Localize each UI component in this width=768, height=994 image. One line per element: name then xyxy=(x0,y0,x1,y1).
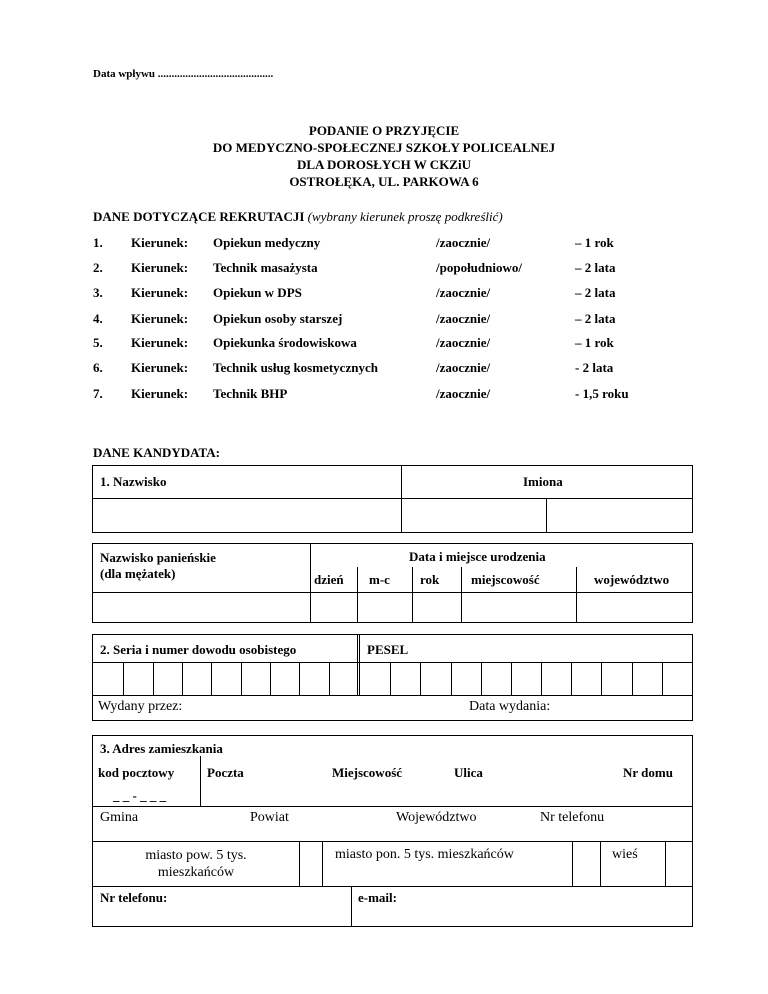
course-item[interactable] xyxy=(0,235,768,253)
title-line-2: DO MEDYCZNO-SPOŁECZNEJ SZKOŁY POLICEALNEJ xyxy=(212,140,556,155)
pesel-digit-cell[interactable] xyxy=(482,663,510,694)
birth-heading: Data i miejsce urodzenia xyxy=(409,549,546,564)
id-number-cell[interactable] xyxy=(242,663,270,694)
course-duration: – 2 lata xyxy=(575,311,616,326)
course-mode: /zaocznie/ xyxy=(436,311,491,326)
course-duration: – 1 rok xyxy=(575,235,614,250)
issued-by-label: Wydany przez: xyxy=(98,699,183,714)
pesel-digit-cell[interactable] xyxy=(572,663,600,694)
course-item[interactable] xyxy=(0,260,768,278)
course-mode: /zaocznie/ xyxy=(436,335,491,350)
course-name: Opiekun w DPS xyxy=(213,285,302,300)
issue-date-label: Data wydania: xyxy=(469,699,551,714)
course-number: 5. xyxy=(93,335,103,350)
title-line-4: OSTROŁĘKA, UL. PARKOWA 6 xyxy=(289,174,479,189)
course-item[interactable] xyxy=(0,360,768,378)
first-names-label: Imiona xyxy=(523,474,563,489)
date-received-label: Data wpływu xyxy=(93,68,156,80)
day-label: dzień xyxy=(314,572,344,587)
year-label: rok xyxy=(420,572,440,587)
address-box xyxy=(92,735,693,927)
course-duration: - 2 lata xyxy=(575,360,614,375)
course-label: Kierunek: xyxy=(131,360,189,375)
street-label: Ulica xyxy=(454,765,483,780)
course-label: Kierunek: xyxy=(131,386,189,401)
recruitment-hint: (wybrany kierunek proszę podkreślić) xyxy=(307,209,503,224)
id-number-cell[interactable] xyxy=(330,663,357,694)
course-duration: – 1 rok xyxy=(575,335,614,350)
course-mode: /zaocznie/ xyxy=(436,360,491,375)
course-number: 3. xyxy=(93,285,103,300)
title-line-3: DLA DOROSŁYCH W CKZiU xyxy=(297,157,471,172)
id-number-cell[interactable] xyxy=(212,663,241,694)
course-label: Kierunek: xyxy=(131,285,189,300)
course-item[interactable] xyxy=(0,386,768,404)
course-mode: /popołudniowo/ xyxy=(436,260,522,275)
surname-label: 1. Nazwisko xyxy=(100,474,167,489)
town-large-checkbox[interactable] xyxy=(301,843,320,884)
course-name: Technik usług kosmetycznych xyxy=(213,360,378,375)
course-mode: /zaocznie/ xyxy=(436,386,491,401)
course-number: 4. xyxy=(93,311,103,326)
pesel-label: PESEL xyxy=(367,642,409,657)
surname-input[interactable] xyxy=(95,500,399,530)
course-item[interactable] xyxy=(0,335,768,353)
course-mode: /zaocznie/ xyxy=(436,235,491,250)
id-box xyxy=(92,634,693,721)
pesel-digit-cell[interactable] xyxy=(602,663,630,694)
pesel-digit-cell[interactable] xyxy=(421,663,449,694)
id-number-cell[interactable] xyxy=(94,663,123,694)
course-name: Opiekunka środowiskowa xyxy=(213,335,357,350)
name-box xyxy=(92,465,693,533)
id-number-cell[interactable] xyxy=(124,663,153,694)
postal-code-label: kod pocztowy xyxy=(98,765,175,780)
post-office-label: Poczta xyxy=(207,765,244,780)
course-name: Opiekun medyczny xyxy=(213,235,321,250)
course-item[interactable] xyxy=(0,311,768,329)
course-number: 2. xyxy=(93,260,103,275)
title-line-1: PODANIE O PRZYJĘCIE xyxy=(308,123,460,138)
county-label: Powiat xyxy=(250,810,289,825)
course-duration: – 2 lata xyxy=(575,285,616,300)
address-heading: 3. Adres zamieszkania xyxy=(100,741,223,756)
pesel-digit-cell[interactable] xyxy=(452,663,480,694)
town-small-label: miasto pon. 5 tys. mieszkańców xyxy=(335,847,514,862)
house-no-label: Nr domu xyxy=(623,765,673,780)
town-small-checkbox[interactable] xyxy=(574,843,598,884)
commune-label: Gmina xyxy=(100,810,139,825)
id-number-cell[interactable] xyxy=(271,663,299,694)
postal-code-mask[interactable]: _ _ - _ _ _ xyxy=(113,788,167,803)
pesel-digit-cell[interactable] xyxy=(391,663,419,694)
candidate-heading: DANE KANDYDATA: xyxy=(93,445,220,460)
village-checkbox[interactable] xyxy=(667,843,690,884)
course-number: 7. xyxy=(93,386,103,401)
course-name: Opiekun osoby starszej xyxy=(213,311,343,326)
course-number: 1. xyxy=(93,235,103,250)
town-large-label: miasto pow. 5 tys. mieszkańców xyxy=(145,848,247,880)
maiden-name-input[interactable] xyxy=(95,594,308,620)
course-label: Kierunek: xyxy=(131,260,189,275)
village-label: wieś xyxy=(612,847,638,862)
course-label: Kierunek: xyxy=(131,235,189,250)
place-label: miejscowość xyxy=(471,572,540,587)
pesel-digit-cell[interactable] xyxy=(663,663,691,694)
course-item[interactable] xyxy=(0,285,768,303)
id-card-label: 2. Seria i numer dowodu osobistego xyxy=(100,642,297,657)
birth-box xyxy=(92,543,693,623)
voivodeship-label: Województwo xyxy=(396,810,477,825)
pesel-digit-cell[interactable] xyxy=(512,663,540,694)
date-received-dots[interactable]: .......................................... xyxy=(157,68,274,80)
recruitment-heading: DANE DOTYCZĄCE REKRUTACJI (wybrany kierunek proszę podkreślić) xyxy=(93,209,503,224)
maiden-name-label: Nazwisko panieńskie (dla mężatek) xyxy=(100,550,216,581)
pesel-digit-cell[interactable] xyxy=(361,663,389,694)
course-name: Technik BHP xyxy=(213,386,288,401)
first-name-input[interactable] xyxy=(404,500,544,530)
second-name-input[interactable] xyxy=(549,500,689,530)
course-duration: – 2 lata xyxy=(575,260,616,275)
locality-label: Miejscowość xyxy=(332,765,403,780)
pesel-digit-cell[interactable] xyxy=(633,663,661,694)
phone-no-label: Nr telefonu xyxy=(540,810,605,825)
course-mode: /zaocznie/ xyxy=(436,285,491,300)
course-number: 6. xyxy=(93,360,103,375)
id-number-cell[interactable] xyxy=(183,663,211,694)
province-label: województwo xyxy=(594,572,670,587)
course-label: Kierunek: xyxy=(131,311,189,326)
course-label: Kierunek: xyxy=(131,335,189,350)
date-received xyxy=(93,68,273,80)
month-label: m-c xyxy=(369,572,390,587)
email-label: e-mail: xyxy=(358,890,397,905)
id-number-cell[interactable] xyxy=(154,663,182,694)
phone-label: Nr telefonu: xyxy=(100,890,168,905)
course-name: Technik masażysta xyxy=(213,260,318,275)
pesel-digit-cell[interactable] xyxy=(542,663,570,694)
id-number-cell[interactable] xyxy=(300,663,329,694)
course-duration: - 1,5 roku xyxy=(575,386,629,401)
